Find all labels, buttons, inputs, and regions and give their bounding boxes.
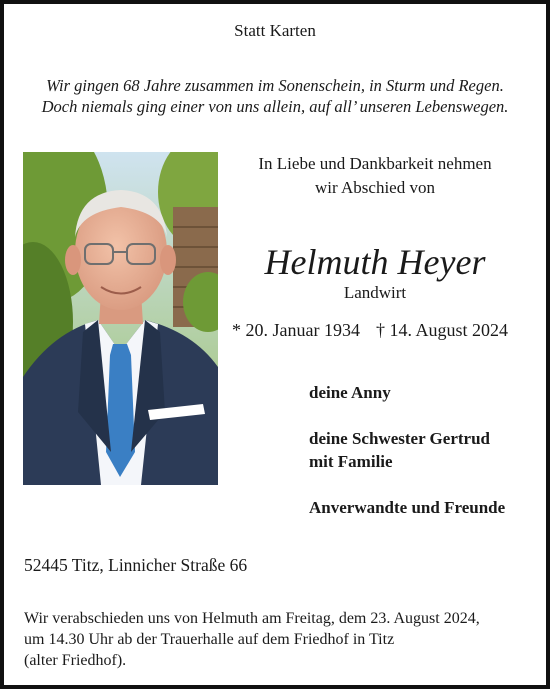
mourner-spouse: deine Anny — [309, 383, 391, 402]
deceased-name: Helmuth Heyer — [264, 242, 486, 282]
verse-line-2: Doch niemals ging einer von uns allein, auf all’ unseren Lebenswegen. — [41, 97, 509, 116]
verse — [4, 75, 546, 117]
intro-text — [224, 152, 526, 200]
intro-line-2: wir Abschied von — [315, 178, 435, 197]
verse-line-1: Wir gingen 68 Jahre zusammen im Sonenschein, in Sturm und Regen. — [46, 76, 504, 95]
death-date: † 14. August 2024 — [375, 320, 508, 340]
life-dates — [232, 320, 508, 341]
mourners-list — [309, 381, 505, 519]
funeral-line-1: Wir verabschieden uns von Helmuth am Freitag, dem 23. August 2024, — [24, 610, 480, 627]
mourner-sister: deine Schwester Gertrud — [309, 429, 490, 448]
mourner-relatives: Anverwandte und Freunde — [309, 498, 506, 517]
address: 52445 Titz, Linnicher Straße 66 — [24, 555, 248, 575]
birth-date: * 20. Januar 1934 — [232, 320, 360, 340]
funeral-line-2: um 14.30 Uhr ab der Trauerhalle auf dem Friedhof in Titz — [24, 631, 395, 648]
funeral-info — [24, 608, 480, 671]
intro-line-1: In Liebe und Dankbarkeit nehmen — [258, 154, 492, 173]
deceased-occupation: Landwirt — [343, 283, 407, 302]
portrait-photo — [23, 152, 218, 485]
mourner-family: mit Familie — [309, 452, 393, 471]
header-text: Statt Karten — [234, 21, 316, 40]
funeral-line-3: (alter Friedhof). — [24, 652, 127, 669]
